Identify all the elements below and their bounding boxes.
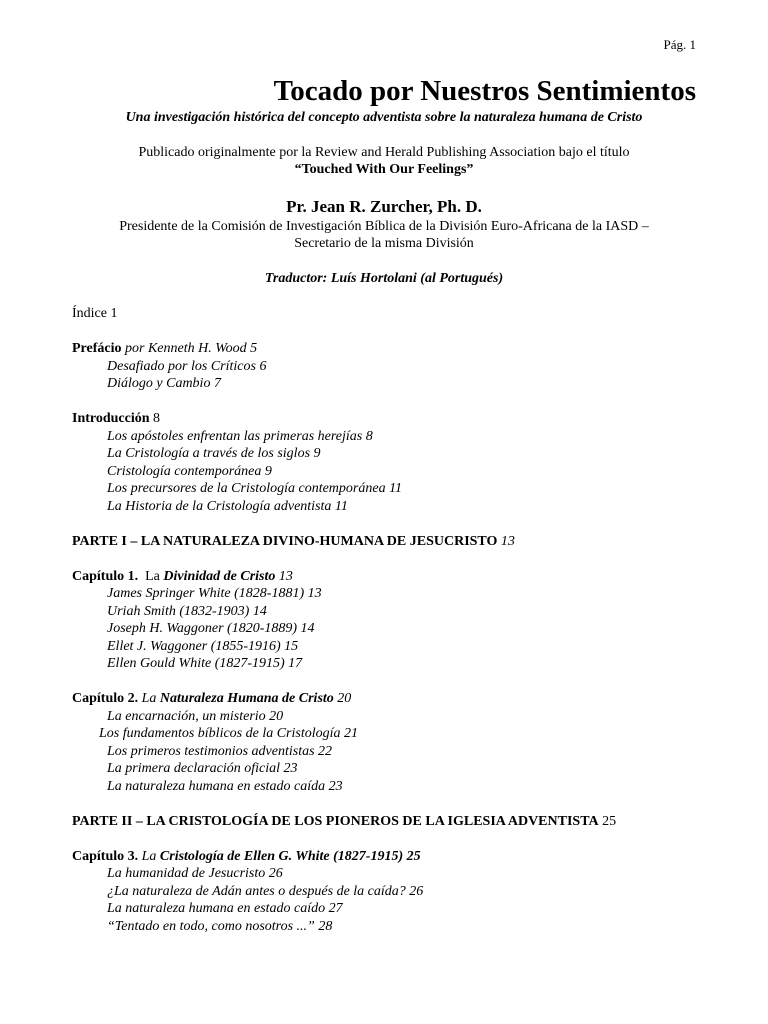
toc-item: James Springer White (1828-1881) 13 <box>107 586 322 601</box>
toc-capitulo-1-title: Divinidad de Cristo <box>163 568 276 584</box>
toc-prefacio-label: Prefácio <box>72 341 122 356</box>
toc-parte-1 <box>72 533 712 551</box>
toc-item: La Cristología a través de los siglos 9 <box>107 446 321 461</box>
toc-parte-2-label: PARTE II – LA CRISTOLOGÍA DE LOS PIONEROS DE LA IGLESIA ADVENTISTA <box>72 813 599 829</box>
toc-item: “Tentado en todo, como nosotros ...” 28 <box>107 918 333 934</box>
page-number: Pág. 1 <box>663 37 696 52</box>
toc-parte-1-page: 13 <box>497 533 515 549</box>
toc-capitulo-2-article: La <box>138 691 160 706</box>
toc-capitulo-3-article: La <box>138 848 160 864</box>
toc-item: Joseph H. Waggoner (1820-1889) 14 <box>107 621 315 636</box>
toc-item: La primera declaración oficial 23 <box>107 761 298 776</box>
table-of-contents <box>72 305 712 935</box>
toc-item: Uriah Smith (1832-1903) 14 <box>107 603 267 619</box>
author-position-line2: Secretario de la misma División <box>294 236 474 251</box>
toc-capitulo-1-page: 13 <box>275 568 293 584</box>
toc-capitulo-3-title: Cristología de Ellen G. White (1827-1915) 25 <box>159 848 421 864</box>
toc-introduccion-page: 8 <box>149 411 161 426</box>
toc-item: Ellet J. Waggoner (1855-1916) 15 <box>107 638 299 654</box>
original-title: “Touched With Our Feelings” <box>294 162 474 177</box>
toc-item: La Historia de la Cristología adventista 11 <box>107 498 348 514</box>
toc-parte-1-label: PARTE I – LA NATURALEZA DIVINO-HUMANA DE JESUCRISTO <box>72 533 498 549</box>
toc-capitulo-3 <box>72 848 712 866</box>
document-title: Tocado por Nuestros Sentimientos <box>273 75 696 107</box>
toc-item: La naturaleza humana en estado caído 27 <box>107 901 343 916</box>
toc-item: La naturaleza humana en estado caída 23 <box>107 778 343 794</box>
author-position-line1: Presidente de la Comisión de Investigación Bíblica de la División Euro-Africana de la IASD – <box>119 219 649 234</box>
toc-introduccion <box>72 410 712 428</box>
toc-parte-2 <box>72 813 712 831</box>
toc-prefacio-rest: por Kenneth H. Wood 5 <box>121 341 258 356</box>
toc-item: La encarnación, un misterio 20 <box>107 708 284 724</box>
published-line: Publicado originalmente por la Review and Herald Publishing Association bajo el título <box>138 145 630 160</box>
toc-introduccion-label: Introducción <box>72 411 150 426</box>
author-name: Pr. Jean R. Zurcher, Ph. D. <box>286 197 482 216</box>
toc-capitulo-2-title: Naturaleza Humana de Cristo <box>159 691 334 706</box>
toc-parte-2-page: 25 <box>598 813 617 829</box>
toc-item: Los fundamentos bíblicos de la Cristología 21 <box>99 726 359 741</box>
toc-item: Los primeros testimonios adventistas 22 <box>107 743 333 759</box>
toc-item: Los precursores de la Cristología contemporánea 11 <box>107 481 403 496</box>
toc-item: ¿La naturaleza de Adán antes o después de la caída? 26 <box>107 883 424 899</box>
toc-item: Desafiado por los Críticos 6 <box>107 358 267 374</box>
toc-item: Diálogo y Cambio 7 <box>107 376 221 391</box>
toc-capitulo-2-label: Capítulo 2. <box>72 691 139 706</box>
toc-item: La humanidad de Jesucristo 26 <box>107 866 283 881</box>
toc-capitulo-2 <box>72 690 712 708</box>
document-subtitle: Una investigación histórica del concepto adventista sobre la naturaleza humana de Cristo <box>125 110 643 125</box>
toc-item: Ellen Gould White (1827-1915) 17 <box>107 656 303 671</box>
toc-indice: Índice 1 <box>72 306 118 321</box>
toc-prefacio <box>72 340 712 358</box>
toc-capitulo-1-article: La <box>138 568 164 584</box>
toc-capitulo-1-label: Capítulo 1. <box>72 568 139 584</box>
toc-item: Cristología contemporánea 9 <box>107 463 272 479</box>
translator-line: Traductor: Luís Hortolani (al Portugués) <box>264 271 504 286</box>
toc-capitulo-2-page: 20 <box>333 691 352 706</box>
toc-capitulo-1 <box>72 568 712 586</box>
toc-item: Los apóstoles enfrentan las primeras herejías 8 <box>107 428 373 444</box>
toc-capitulo-3-label: Capítulo 3. <box>72 848 139 864</box>
